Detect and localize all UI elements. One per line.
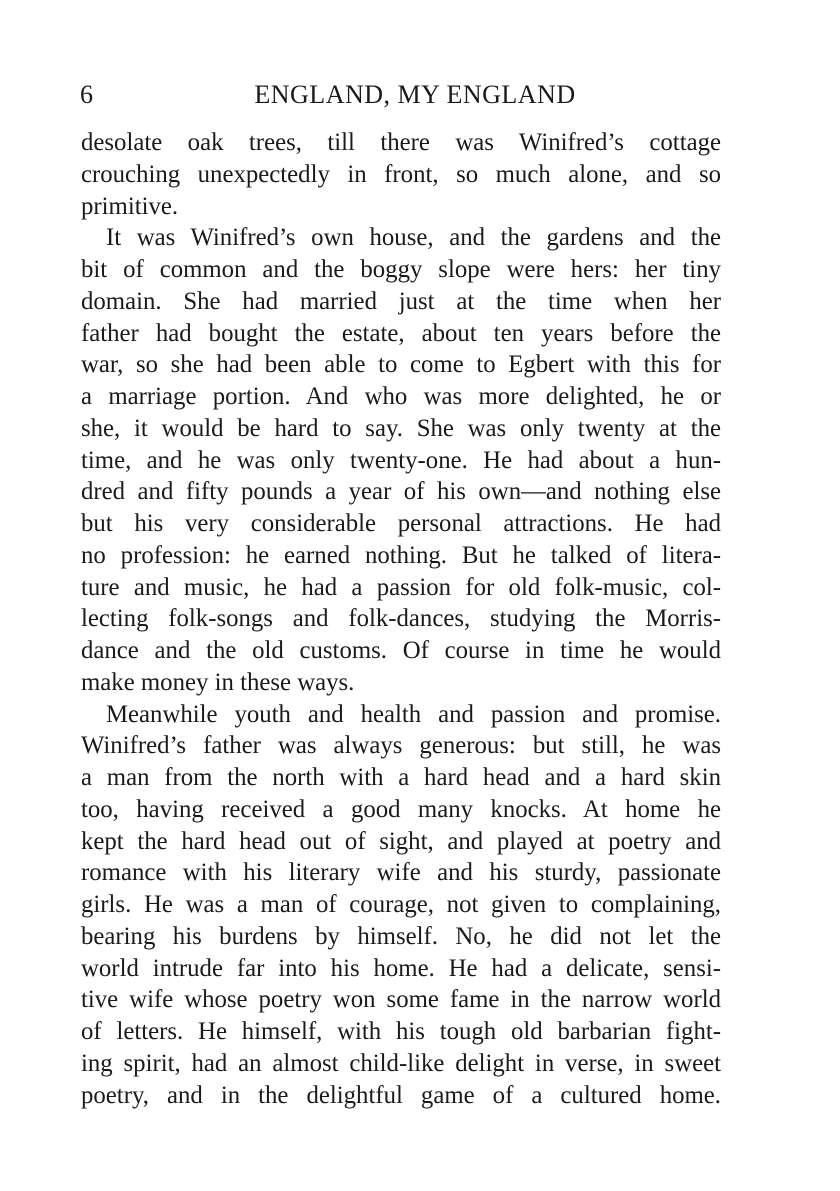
text-line: she, it would be hard to say. She was only twenty at the [81, 414, 721, 442]
text-line: It was Winifred’s own house, and the gardens and the [106, 224, 721, 252]
text-line: bearing his burdens by himself. No, he did not let the [81, 922, 721, 950]
text-line: desolate oak trees, till there was Winifred’s cottage [81, 129, 721, 156]
text-line: domain. She had married just at the time when her [81, 287, 721, 315]
page-number: 6 [80, 80, 94, 109]
text-line: crouching unexpectedly in front, so much alone, and so [81, 160, 721, 188]
text-line: time, and he was only twenty-one. He had about a hun- [81, 446, 721, 474]
text-line: too, having received a good many knocks. At home he [81, 795, 721, 823]
text-line: primitive. [81, 192, 179, 220]
text-line: Meanwhile youth and health and passion and promise. [106, 700, 721, 728]
text-line: ture and music, he had a passion for old folk-music, col- [81, 573, 721, 601]
text-line: a man from the north with a hard head and a hard skin [81, 764, 721, 791]
text-line: tive wife whose poetry won some fame in the narrow world [81, 986, 721, 1014]
text-line: make money in these ways. [81, 668, 355, 696]
text-line: but his very considerable personal attractions. He had [81, 510, 721, 537]
text-line: poetry, and in the delightful game of a cultured home. [81, 1081, 721, 1109]
running-title: ENGLAND, MY ENGLAND [254, 80, 576, 109]
text-line: dred and fifty pounds a year of his own—and nothing else [81, 478, 721, 506]
text-line: bit of common and the boggy slope were hers: her tiny [81, 256, 721, 283]
body-text [81, 127, 721, 1111]
text-line: a marriage portion. And who was more delighted, he or [81, 383, 721, 410]
text-line: Winifred’s father was always generous: but still, he was [81, 732, 721, 760]
text-line: ing spirit, had an almost child-like delight in verse, in sweet [81, 1049, 721, 1077]
text-line: lecting folk-songs and folk-dances, studying the Morris- [81, 605, 721, 633]
text-line: no profession: he earned nothing. But he talked of litera- [81, 541, 721, 569]
text-line: father had bought the estate, about ten years before the [81, 319, 721, 347]
text-line: girls. He was a man of courage, not given to complaining, [81, 891, 721, 918]
text-line: war, so she had been able to come to Egbert with this for [81, 351, 721, 379]
text-line: dance and the old customs. Of course in time he would [81, 637, 721, 664]
running-head [80, 80, 730, 114]
text-line: world intrude far into his home. He had a delicate, sensi- [81, 954, 721, 982]
text-line: romance with his literary wife and his sturdy, passionate [81, 859, 721, 887]
text-line: kept the hard head out of sight, and played at poetry and [81, 827, 721, 855]
text-line: of letters. He himself, with his tough old barbarian fight- [81, 1018, 721, 1045]
